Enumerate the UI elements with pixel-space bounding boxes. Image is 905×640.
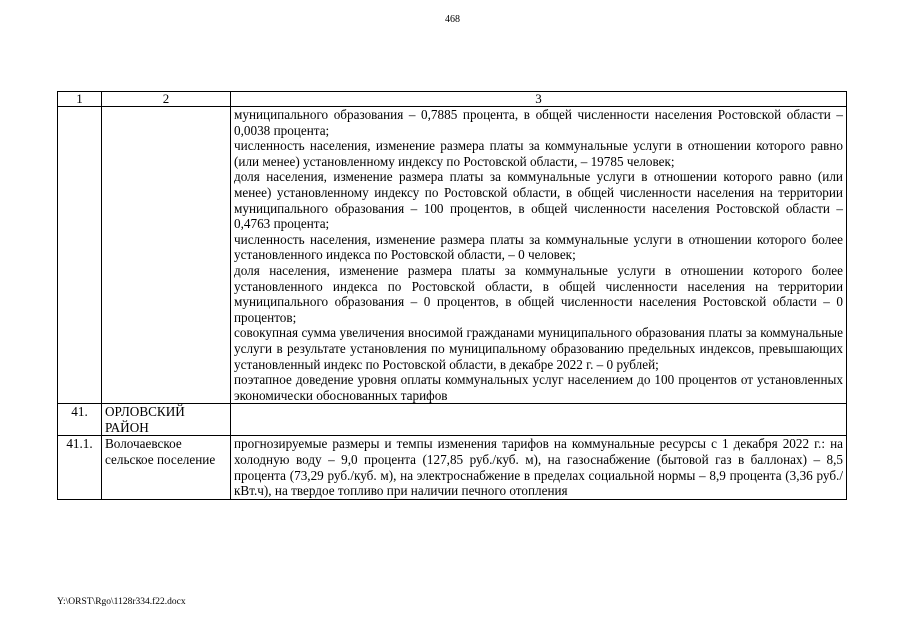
text-paragraph: доля населения, изменение размера платы за коммунальные услуги в отношении которого более установленного индекса по Ростовской области, в общей численности населения на территории муниципального образования – 0 процентов, в общей численности населения Ростовской области – 0 процентов; bbox=[234, 262, 843, 325]
footer-file-path: Y:\ORST\Rgo\1128r334.f22.docx bbox=[57, 597, 186, 607]
district-text-cell bbox=[231, 404, 847, 436]
text-paragraph: численность населения, изменение размера платы за коммунальные услуги в отношении которого равно (или менее) установленному индексу по Ростовской области, – 19785 человек; bbox=[234, 138, 843, 169]
table-row-settlement bbox=[58, 436, 847, 499]
document-table bbox=[57, 91, 847, 500]
continuation-name-cell bbox=[102, 107, 231, 404]
district-number-cell: 41. bbox=[58, 404, 102, 436]
district-name-cell: ОРЛОВСКИЙ РАЙОН bbox=[102, 404, 231, 436]
settlement-number-cell: 41.1. bbox=[58, 436, 102, 499]
text-paragraph: численность населения, изменение размера платы за коммунальные услуги в отношении которого более установленного индекса по Ростовской области, – 0 человек; bbox=[234, 231, 843, 263]
column-header-2: 2 bbox=[102, 92, 231, 107]
settlement-name-cell: Волочаевское сельское поселение bbox=[102, 436, 231, 499]
table-row-continuation bbox=[58, 107, 847, 404]
continuation-number-cell bbox=[58, 107, 102, 404]
column-header-3: 3 bbox=[231, 92, 847, 107]
table-header-row bbox=[58, 92, 847, 107]
text-paragraph: совокупная сумма увеличения вносимой гражданами муниципального образования платы за коммунальные услуги в результате установления по муниципальному образованию предельных индексов, превышающих установленный индекс по Ростовской области, в декабре 2022 г. – 0 рублей; bbox=[234, 325, 843, 372]
page-number: 468 bbox=[445, 14, 460, 25]
continuation-text-cell bbox=[231, 107, 847, 404]
text-paragraph: поэтапное доведение уровня оплаты коммунальных услуг населением до 100 процентов от установленных экономически обоснованных тарифов bbox=[234, 372, 843, 403]
settlement-text-cell: прогнозируемые размеры и темпы изменения тарифов на коммунальные ресурсы с 1 декабря 2022 г.: на холодную воду – 9,0 процента (127,85 руб./куб. м), на газоснабжение (бытовой газ в баллонах) – 8,5 процента (73,29 руб./куб. м), на электроснабжение в пределах социальной нормы – 8,9 процента (3,36 руб./кВт.ч), на твердое топливо при наличии печного отопления bbox=[231, 436, 847, 499]
text-paragraph: муниципального образования – 0,7885 процента, в общей численности населения Ростовской области – 0,0038 процента; bbox=[234, 107, 843, 138]
column-header-1: 1 bbox=[58, 92, 102, 107]
table-row-district bbox=[58, 404, 847, 436]
text-paragraph: доля населения, изменение размера платы за коммунальные услуги в отношении которого равно (или менее) установленному индексу по Ростовской области, в общей численности населения на территории муниципального образования – 100 процентов, в общей численности населения Ростовской области – 0,4763 процента; bbox=[234, 169, 843, 232]
